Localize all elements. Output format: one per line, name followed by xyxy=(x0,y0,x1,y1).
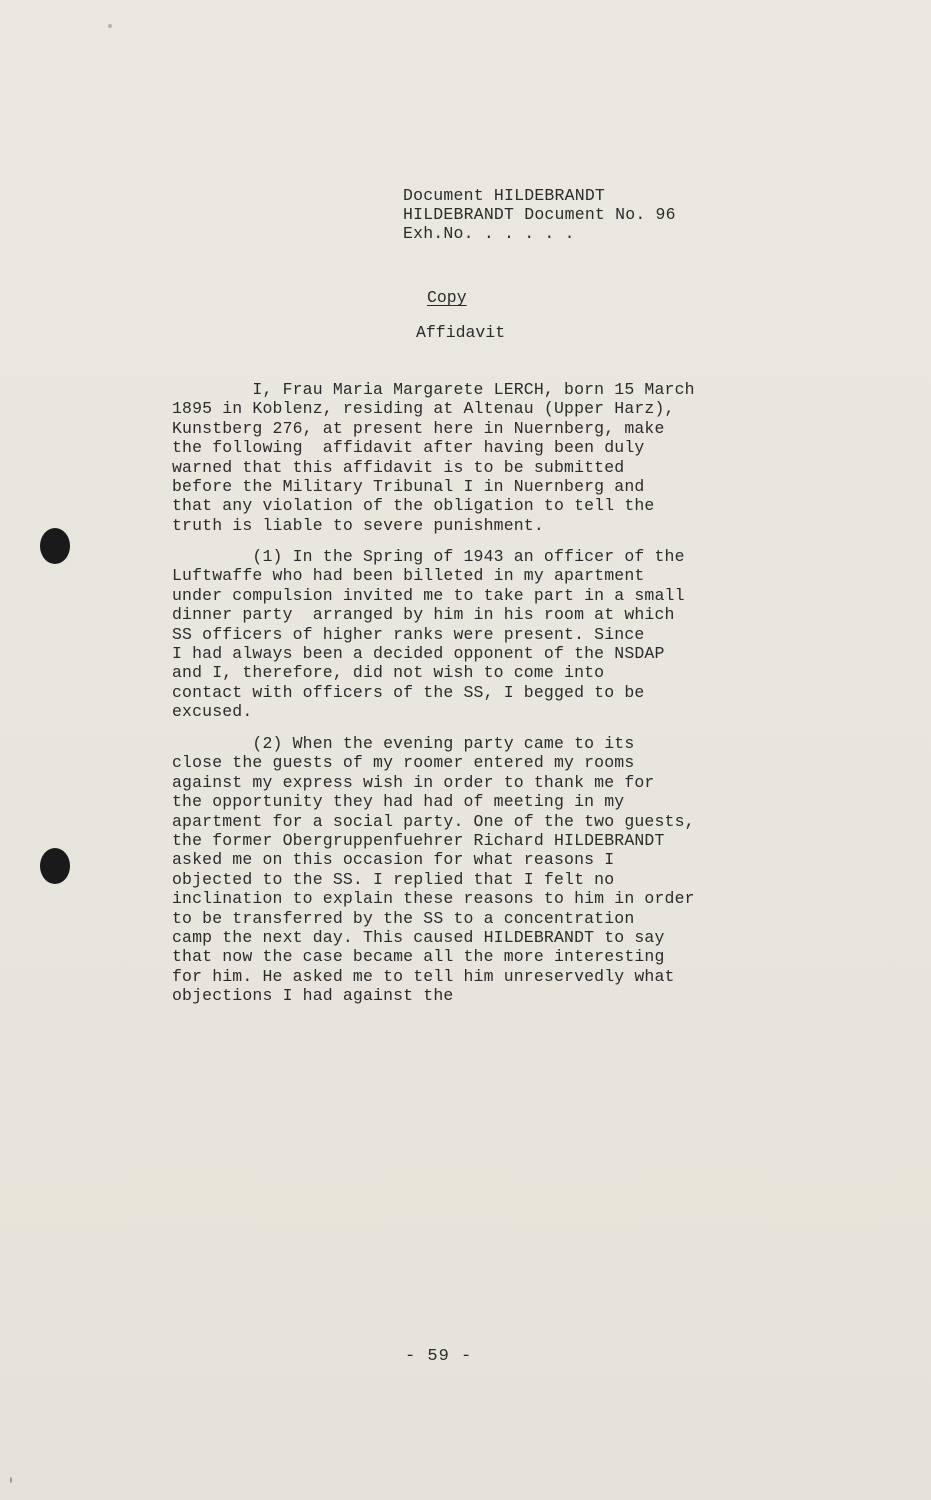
text-line: the opportunity they had had of meeting in my xyxy=(172,792,625,812)
text-line: before the Military Tribunal I in Nuernberg and xyxy=(172,477,645,497)
text-line: and I, therefore, did not wish to come into xyxy=(172,663,605,683)
text-line: I had always been a decided opponent of the NSDAP xyxy=(172,644,665,664)
text-line: that any violation of the obligation to tell the xyxy=(172,496,655,516)
text-line: warned that this affidavit is to be submitted xyxy=(172,457,625,477)
text-line: SS officers of higher ranks were present. Since xyxy=(172,624,645,644)
text-line: camp the next day. This caused HILDEBRANDT to say xyxy=(172,928,665,948)
paragraph-1 xyxy=(172,547,812,722)
punch-hole xyxy=(40,848,70,884)
copy-label: Copy xyxy=(427,288,467,307)
text-line: objections I had against the xyxy=(172,986,454,1006)
text-line: for him. He asked me to tell him unreservedly what xyxy=(172,966,675,986)
paper-speck xyxy=(10,1477,12,1483)
exhibit-number-line: Exh.No. . . . . . xyxy=(403,224,575,243)
text-line: excused. xyxy=(172,702,253,722)
text-line: inclination to explain these reasons to him in order xyxy=(172,889,695,909)
document-header-line: Document HILDEBRANDT xyxy=(403,186,606,205)
page-number: - 59 - xyxy=(405,1347,473,1366)
document-number-line: HILDEBRANDT Document No. 96 xyxy=(403,205,676,224)
text-line: asked me on this occasion for what reasons I xyxy=(172,850,615,870)
document-reference-header xyxy=(403,186,676,243)
intro-paragraph xyxy=(172,380,812,535)
text-line: Kunstberg 276, at present here in Nuernberg, make xyxy=(172,418,665,438)
text-line: the former Obergruppenfuehrer Richard HILDEBRANDT xyxy=(172,831,665,851)
text-line: objected to the SS. I replied that I felt no xyxy=(172,869,615,889)
paragraph-2 xyxy=(172,734,812,1006)
document-title: Affidavit xyxy=(416,323,506,342)
text-line: apartment for a social party. One of the two guests, xyxy=(172,811,695,831)
text-line: the following affidavit after having been duly xyxy=(172,438,645,458)
text-line: close the guests of my roomer entered my rooms xyxy=(172,753,635,773)
text-line: 1895 in Koblenz, residing at Altenau (Upper Harz), xyxy=(172,399,675,419)
text-line: that now the case became all the more interesting xyxy=(172,947,665,967)
text-line: Luftwaffe who had been billeted in my apartment xyxy=(172,566,645,586)
text-line: (1) In the Spring of 1943 an officer of the xyxy=(172,547,685,566)
text-line: truth is liable to severe punishment. xyxy=(172,515,544,535)
paper-speck xyxy=(108,24,112,28)
text-line: dinner party arranged by him in his room at which xyxy=(172,605,675,625)
punch-hole xyxy=(40,528,70,564)
text-line: contact with officers of the SS, I begged to be xyxy=(172,682,645,702)
text-line: (2) When the evening party came to its xyxy=(172,734,635,753)
text-line: under compulsion invited me to take part in a small xyxy=(172,585,685,605)
text-line: I, Frau Maria Margarete LERCH, born 15 March xyxy=(172,380,695,399)
text-line: to be transferred by the SS to a concentration xyxy=(172,908,635,928)
text-line: against my express wish in order to thank me for xyxy=(172,772,655,792)
